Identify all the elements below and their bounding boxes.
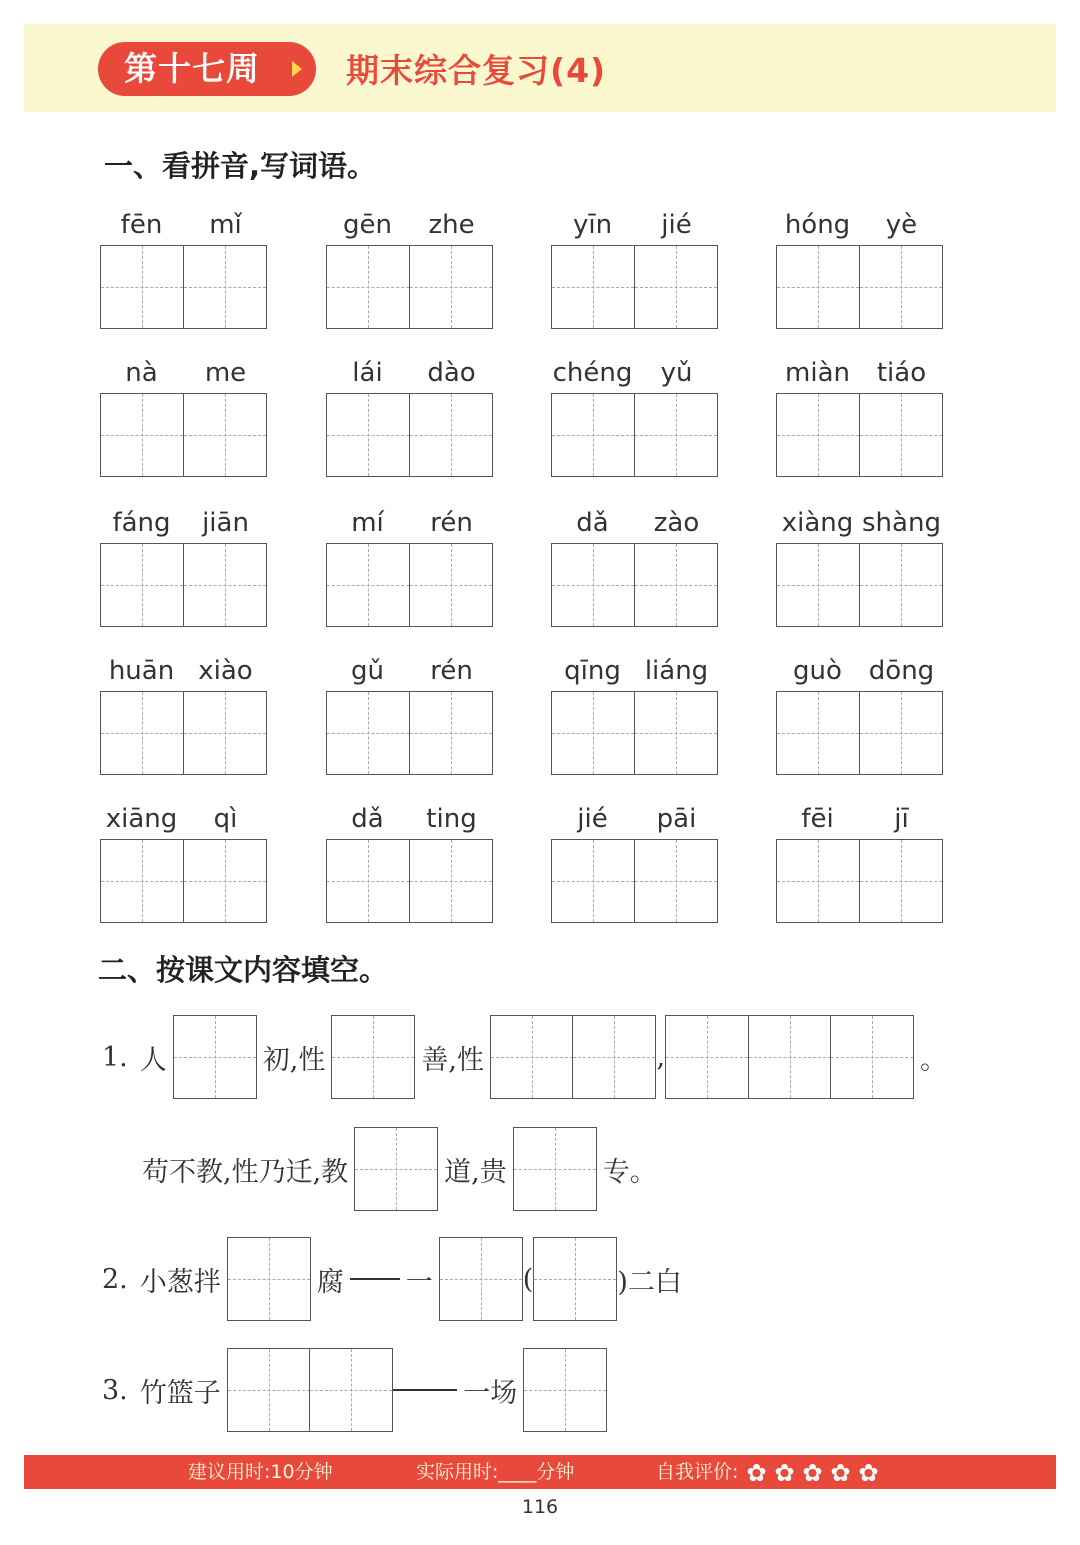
- writing-boxes: [326, 839, 493, 923]
- answer-box[interactable]: [551, 245, 635, 329]
- pinyin-syllable: mǐ: [209, 210, 242, 240]
- star-icon[interactable]: ✿: [802, 1458, 823, 1487]
- pinyin-row: [551, 651, 718, 691]
- pinyin-word: [326, 651, 493, 775]
- static-text: 善,性: [421, 1044, 484, 1076]
- writing-boxes: [100, 839, 267, 923]
- static-text: )二白: [617, 1266, 682, 1298]
- answer-box[interactable]: [523, 1348, 607, 1432]
- answer-box[interactable]: [100, 245, 184, 329]
- pinyin-row: [100, 205, 267, 245]
- answer-box[interactable]: [409, 839, 493, 923]
- answer-box[interactable]: [776, 543, 860, 627]
- answer-box[interactable]: [183, 691, 267, 775]
- answer-box[interactable]: [409, 393, 493, 477]
- pinyin-row: [551, 503, 718, 543]
- q1-line-1: [96, 1015, 953, 1099]
- answer-box[interactable]: [533, 1237, 617, 1321]
- answer-box[interactable]: [572, 1015, 656, 1099]
- writing-boxes: [776, 839, 943, 923]
- answer-box[interactable]: [830, 1015, 914, 1099]
- answer-box[interactable]: [354, 1127, 438, 1211]
- q3-line: [96, 1348, 607, 1432]
- answer-box[interactable]: [409, 543, 493, 627]
- question-number: 3.: [102, 1374, 128, 1406]
- static-text: 专。: [602, 1156, 657, 1188]
- answer-box[interactable]: [859, 543, 943, 627]
- pinyin-row: [776, 205, 943, 245]
- writing-boxes: [551, 543, 718, 627]
- answer-box[interactable]: [183, 245, 267, 329]
- pinyin-syllable: dǎ: [351, 804, 384, 834]
- answer-box[interactable]: [859, 691, 943, 775]
- pinyin-row: [326, 651, 493, 691]
- answer-box[interactable]: [748, 1015, 832, 1099]
- pinyin-syllable: fēn: [120, 210, 163, 240]
- pinyin-row: [776, 503, 943, 543]
- answer-box[interactable]: [183, 839, 267, 923]
- pinyin-syllable: jié: [661, 210, 692, 240]
- play-arrow-icon: [292, 61, 302, 77]
- pinyin-syllable: zào: [653, 508, 700, 538]
- self-evaluation: [656, 1455, 884, 1489]
- answer-box[interactable]: [409, 245, 493, 329]
- pinyin-syllable: jié: [577, 804, 608, 834]
- static-text: (: [522, 1263, 534, 1295]
- answer-box[interactable]: [100, 839, 184, 923]
- question-number: 1.: [102, 1041, 128, 1073]
- pinyin-word: [776, 799, 943, 923]
- pinyin-row: [776, 799, 943, 839]
- self-evaluation-label: 自我评价:: [656, 1461, 739, 1483]
- pinyin-word: [100, 503, 267, 627]
- pinyin-syllable: yè: [885, 210, 918, 240]
- page-title: 期末综合复习(4): [346, 51, 607, 90]
- writing-boxes: [100, 393, 267, 477]
- static-text: ,: [656, 1041, 666, 1073]
- pinyin-syllable: huān: [108, 656, 175, 686]
- answer-box[interactable]: [634, 543, 718, 627]
- pinyin-row: [551, 799, 718, 839]
- pinyin-syllable: dǎ: [576, 508, 609, 538]
- answer-box[interactable]: [326, 393, 410, 477]
- pinyin-syllable: rén: [430, 656, 473, 686]
- pinyin-syllable: guò: [793, 656, 842, 686]
- pinyin-word: [551, 651, 718, 775]
- answer-box[interactable]: [634, 839, 718, 923]
- answer-box[interactable]: [634, 691, 718, 775]
- static-text: 道,贵: [444, 1156, 507, 1188]
- pinyin-row: [326, 503, 493, 543]
- answer-box[interactable]: [326, 543, 410, 627]
- pinyin-syllable: xiàng: [781, 508, 854, 538]
- answer-box[interactable]: [326, 839, 410, 923]
- section-1-title: 一、看拼音,写词语。: [104, 149, 377, 183]
- answer-box[interactable]: [227, 1348, 311, 1432]
- writing-boxes: [551, 245, 718, 329]
- answer-box[interactable]: [776, 245, 860, 329]
- pinyin-syllable: rén: [430, 508, 473, 538]
- pinyin-word: [100, 651, 267, 775]
- answer-box[interactable]: [409, 691, 493, 775]
- pinyin-syllable: gēn: [343, 210, 392, 240]
- writing-boxes: [776, 691, 943, 775]
- answer-box[interactable]: [309, 1348, 393, 1432]
- writing-boxes: [551, 393, 718, 477]
- answer-box[interactable]: [100, 543, 184, 627]
- pinyin-word: [326, 205, 493, 329]
- answer-box[interactable]: [183, 393, 267, 477]
- pinyin-row: [326, 353, 493, 393]
- actual-time: 实际用时:____分钟: [416, 1461, 575, 1483]
- pinyin-syllable: fáng: [112, 508, 171, 538]
- pinyin-row: [100, 353, 267, 393]
- pinyin-syllable: mí: [351, 508, 384, 538]
- pinyin-syllable: xiāng: [105, 804, 178, 834]
- static-text: 一: [405, 1266, 433, 1298]
- writing-boxes: [776, 393, 943, 477]
- pinyin-syllable: ting: [426, 804, 477, 834]
- pinyin-word: [326, 799, 493, 923]
- pinyin-syllable: dào: [427, 358, 476, 388]
- answer-box[interactable]: [551, 543, 635, 627]
- pinyin-row: [326, 205, 493, 245]
- answer-box[interactable]: [776, 393, 860, 477]
- static-text: 苟不教,性乃迁,教: [142, 1156, 349, 1188]
- pinyin-row: [326, 799, 493, 839]
- pinyin-row: [776, 353, 943, 393]
- pinyin-syllable: qì: [213, 804, 238, 834]
- pinyin-word: [326, 353, 493, 477]
- writing-boxes: [326, 543, 493, 627]
- pinyin-syllable: chéng: [552, 358, 633, 388]
- pinyin-syllable: tiáo: [876, 358, 927, 388]
- pinyin-syllable: xiào: [198, 656, 253, 686]
- week-badge: [98, 42, 316, 96]
- answer-box[interactable]: [776, 691, 860, 775]
- pinyin-syllable: dōng: [868, 656, 935, 686]
- answer-box[interactable]: [326, 245, 410, 329]
- answer-box[interactable]: [100, 691, 184, 775]
- answer-box[interactable]: [776, 839, 860, 923]
- q2-line: [96, 1237, 682, 1321]
- answer-box[interactable]: [183, 543, 267, 627]
- pinyin-syllable: miàn: [785, 358, 850, 388]
- pinyin-word: [100, 353, 267, 477]
- answer-box[interactable]: [513, 1127, 597, 1211]
- pinyin-syllable: fēi: [801, 804, 834, 834]
- pinyin-syllable: nà: [125, 358, 158, 388]
- pinyin-row: [100, 651, 267, 691]
- pinyin-syllable: gǔ: [351, 656, 384, 686]
- writing-boxes: [100, 245, 267, 329]
- pinyin-word: [551, 799, 718, 923]
- pinyin-syllable: pāi: [656, 804, 697, 834]
- star-icon[interactable]: ✿: [746, 1458, 767, 1487]
- pinyin-syllable: liáng: [644, 656, 709, 686]
- pinyin-row: [100, 799, 267, 839]
- pinyin-word: [776, 651, 943, 775]
- pinyin-word: [776, 503, 943, 627]
- pinyin-syllable: jiān: [202, 508, 249, 538]
- pinyin-row: [100, 503, 267, 543]
- pinyin-word: [100, 799, 267, 923]
- static-text: 初,性: [262, 1044, 326, 1076]
- answer-box[interactable]: [634, 393, 718, 477]
- rating-stars[interactable]: [744, 1458, 884, 1487]
- pinyin-row: [551, 353, 718, 393]
- static-text: 一场: [463, 1377, 518, 1409]
- writing-boxes: [776, 543, 943, 627]
- writing-boxes: [551, 839, 718, 923]
- pinyin-row: [551, 205, 718, 245]
- answer-box[interactable]: [551, 839, 635, 923]
- answer-box[interactable]: [490, 1015, 574, 1099]
- pinyin-word: [100, 205, 267, 329]
- writing-boxes: [776, 245, 943, 329]
- answer-box[interactable]: [665, 1015, 749, 1099]
- pinyin-syllable: shàng: [862, 508, 941, 538]
- answer-box[interactable]: [859, 393, 943, 477]
- writing-boxes: [326, 691, 493, 775]
- static-text: 小葱拌: [139, 1266, 221, 1298]
- answer-box[interactable]: [100, 393, 184, 477]
- star-icon[interactable]: ✿: [774, 1458, 795, 1487]
- static-text: 人: [139, 1044, 167, 1076]
- week-label: 第十七周: [124, 49, 260, 88]
- answer-box[interactable]: [634, 245, 718, 329]
- pinyin-word: [776, 205, 943, 329]
- pinyin-word: [326, 503, 493, 627]
- answer-box[interactable]: [326, 691, 410, 775]
- answer-box[interactable]: [173, 1015, 257, 1099]
- static-text: 腐: [316, 1266, 344, 1298]
- answer-box[interactable]: [859, 839, 943, 923]
- question-number: 2.: [102, 1263, 128, 1295]
- pinyin-word: [551, 503, 718, 627]
- pinyin-syllable: hóng: [784, 210, 851, 240]
- answer-box[interactable]: [859, 245, 943, 329]
- dash-divider: [350, 1278, 400, 1280]
- answer-box[interactable]: [551, 691, 635, 775]
- section-2-title: 二、按课文内容填空。: [98, 953, 389, 987]
- pinyin-word: [551, 205, 718, 329]
- answer-box[interactable]: [331, 1015, 415, 1099]
- writing-boxes: [551, 691, 718, 775]
- answer-box[interactable]: [551, 393, 635, 477]
- pinyin-word: [776, 353, 943, 477]
- suggested-time: 建议用时:10分钟: [188, 1461, 333, 1483]
- writing-boxes: [100, 543, 267, 627]
- pinyin-row: [776, 651, 943, 691]
- pinyin-syllable: zhe: [428, 210, 475, 240]
- pinyin-word: [551, 353, 718, 477]
- answer-box[interactable]: [439, 1237, 523, 1321]
- writing-boxes: [100, 691, 267, 775]
- writing-boxes: [326, 245, 493, 329]
- dash-divider: [393, 1389, 457, 1391]
- static-text: 竹篮子: [139, 1377, 221, 1409]
- star-icon[interactable]: ✿: [858, 1458, 879, 1487]
- static-text: 。: [920, 1044, 948, 1076]
- pinyin-syllable: qīng: [564, 656, 621, 686]
- page-number: 116: [521, 1496, 559, 1518]
- pinyin-syllable: lái: [352, 358, 383, 388]
- q1-line-2: [136, 1127, 663, 1211]
- writing-boxes: [326, 393, 493, 477]
- pinyin-syllable: yīn: [572, 210, 613, 240]
- pinyin-syllable: me: [204, 358, 247, 388]
- pinyin-syllable: yǔ: [660, 358, 693, 388]
- answer-box[interactable]: [227, 1237, 311, 1321]
- star-icon[interactable]: ✿: [830, 1458, 851, 1487]
- pinyin-syllable: jī: [894, 804, 909, 834]
